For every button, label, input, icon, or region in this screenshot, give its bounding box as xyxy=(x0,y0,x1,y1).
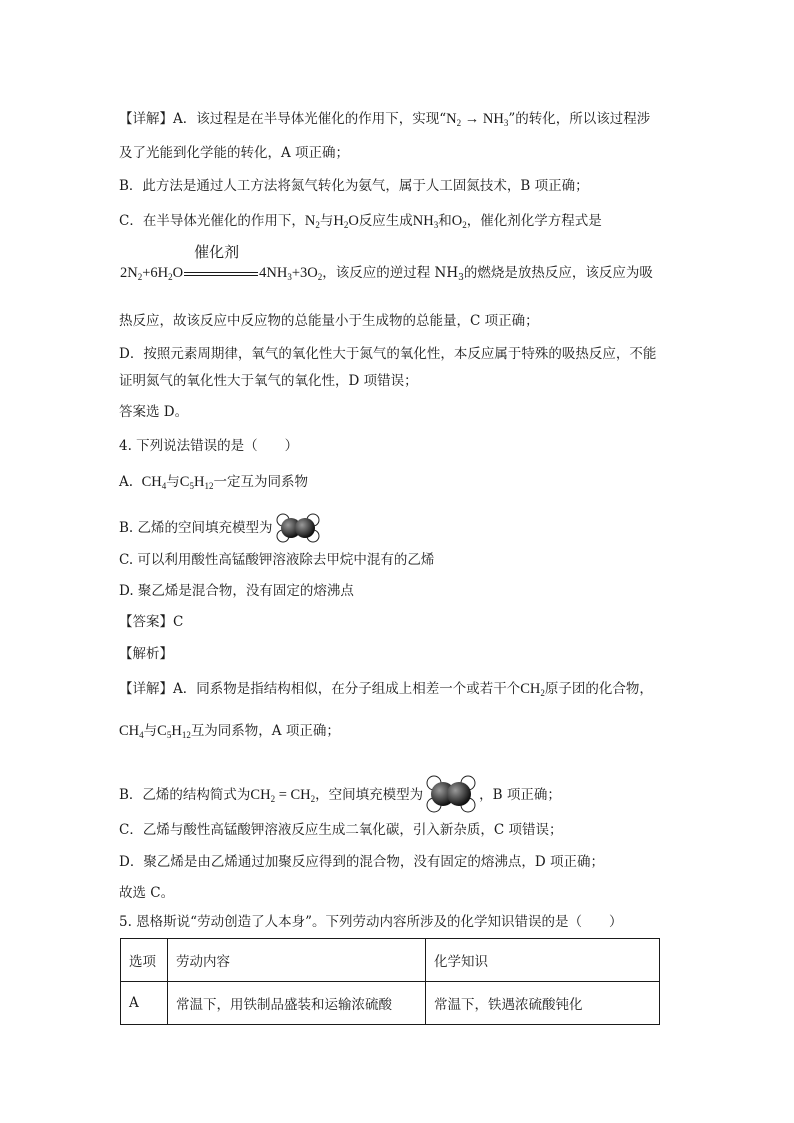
table-cell: 常温下，用铁制品盛装和运输浓硫酸 xyxy=(168,982,426,1025)
table-cell: A xyxy=(121,982,168,1025)
catalyst-double-bar xyxy=(184,243,258,285)
q4-explanation-a-line1: 【详解】A．同系物是指结构相似，在分子组成上相差一个或若干个$CH_2$原子团的化合物， xyxy=(119,681,653,698)
catalyst-label: 催化剂 xyxy=(194,243,240,261)
chemical-equation: $2N_2+6H_2O$ xyxy=(120,265,184,282)
q3-explanation-a-line2: 及了光能到化学能的转化，A 项正确； xyxy=(119,145,350,161)
q4-option-a: A. $CH_4$与$C_5H_{12}$一定互为同系物 xyxy=(119,474,308,491)
q3-answer: 答案选 D。 xyxy=(119,404,189,420)
q3-explanation-b: B．此方法是通过人工方法将氮气转化为氨气，属于人工固氮技术，B 项正确； xyxy=(119,178,589,194)
q4-explanation-a-line2: $CH_4$与$C_5H_{12}$互为同系物，A 项正确； xyxy=(119,723,340,740)
q4-answer-label: 【答案】C xyxy=(119,614,184,630)
q3-explanation-d-line2: 证明氮气的氧化性大于氧气的氧化性，D 项错误； xyxy=(119,373,418,389)
table-cell: 常温下，铁遇浓硫酸钝化 xyxy=(426,982,660,1025)
table-row xyxy=(121,982,660,1025)
q3-explanation-c-line1: C．在半导体光催化的作用下，$N_2$与$H_2O$反应生成$NH_3$和$O_2$，催化剂化学方程式是 xyxy=(119,213,602,230)
q4-explanation-c: C．乙烯与酸性高锰酸钾溶液反应生成二氧化碳，引入新杂质，C 项错误； xyxy=(119,822,563,838)
ethylene-space-filling-model-icon xyxy=(425,774,477,814)
q3-explanation-c-line2: 热反应，故该反应中反应物的总能量小于生成物的总能量，C 项正确； xyxy=(119,313,539,329)
table-header-cell: 劳动内容 xyxy=(168,939,426,982)
q4-stem: 4. 下列说法错误的是（ ） xyxy=(119,438,299,454)
table-header-cell: 选项 xyxy=(121,939,168,982)
q3-explanation-a-line1: 【详解】A．该过程是在半导体光催化的作用下，实现“$N_2 \to NH_3$”的转化，所以该过程涉 xyxy=(119,111,651,128)
q4-option-c: C. 可以利用酸性高锰酸钾溶液除去甲烷中混有的乙烯 xyxy=(119,552,435,568)
q5-table xyxy=(120,938,660,1025)
q4-explanation-b: B．乙烯的结构简式为$CH_2 = CH_2$，空间填充模型为 ，B 项正确； xyxy=(119,774,561,814)
q4-option-b: B. 乙烯的空间填充模型为 xyxy=(119,513,323,543)
q3-explanation-d-line1: D．按照元素周期律，氧气的氧化性大于氮气的氧化性，本反应属于特殊的吸热反应，不能 xyxy=(119,346,657,362)
table-header-row xyxy=(121,939,660,982)
q4-final-answer: 故选 C。 xyxy=(119,885,175,901)
q4-option-d: D. 聚乙烯是混合物，没有固定的熔沸点 xyxy=(119,583,354,599)
q5-stem: 5. 恩格斯说“劳动创造了人本身”。下列劳动内容所涉及的化学知识错误的是（ ） xyxy=(119,914,623,930)
q4-analysis-label: 【解析】 xyxy=(119,646,173,662)
table-header-cell: 化学知识 xyxy=(426,939,660,982)
ethylene-space-filling-model-icon xyxy=(275,513,321,543)
q3-equation-line: $2N_2+6H_2O$ 催化剂 $4NH_3+3O_2$，该反应的逆过程 $NH_3$的燃烧是放热反应，该反应为吸 xyxy=(120,243,653,283)
q4-explanation-d: D．聚乙烯是由乙烯通过加聚反应得到的混合物，没有固定的熔沸点，D 项正确； xyxy=(119,854,604,870)
